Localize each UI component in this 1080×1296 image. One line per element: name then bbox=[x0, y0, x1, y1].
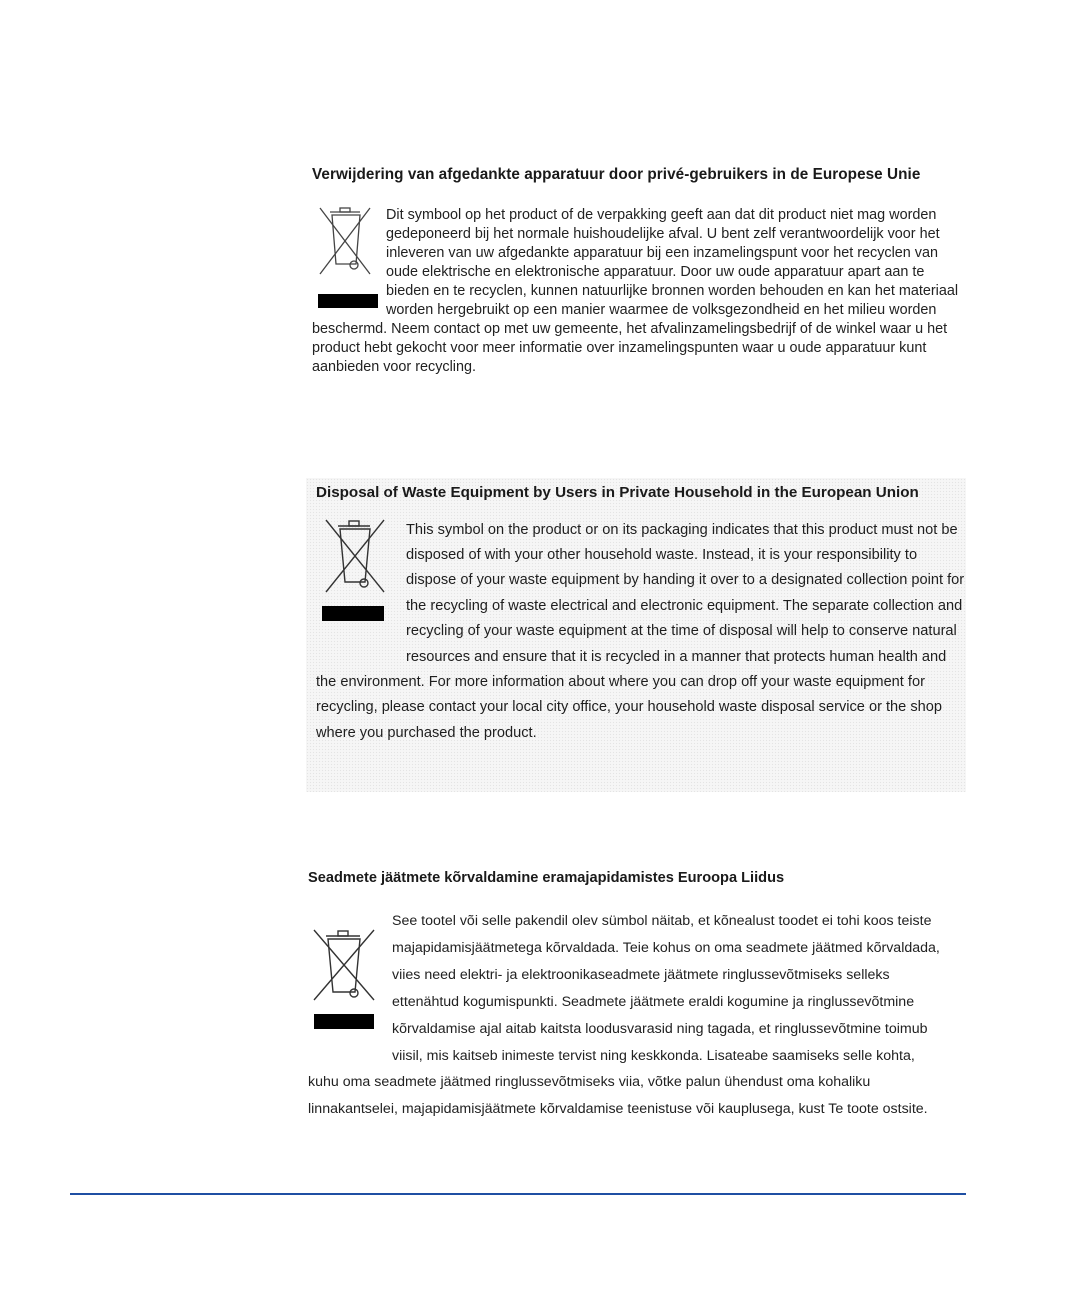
section-body-dutch: Dit symbool op het product of de verpakking geeft aan dat dit product niet mag worden gedeponeerd bij het normale huishoudelijke afval. U bent zelf verantwoordelijk voor het inleveren van uw afgedankte apparatuur bij een inzamelingspunt voor het recyclen van oude elektrische en elektronische apparatuur. Door uw oude apparatuur apart aan te bieden en te recyclen, kunnen natuurlijke bronnen worden behouden en kan het materiaal worden hergebruikt op een manier waarmee de volksgezondheid en het milieu worden beschermd. Neem contact op met uw gemeente, het afvalinzamelingsbedrijf of de winkel waar u het product hebt gekocht voor meer informatie over inzamelingspunten waar u oude apparatuur kunt aanbieden voor recycling. bbox=[312, 207, 959, 375]
section-dutch bbox=[312, 166, 962, 377]
section-title-estonian: Seadmete jäätmete kõrvaldamine eramajapidamistes Euroopa Liidus bbox=[308, 870, 785, 886]
section-body-english: This symbol on the product or on its packaging indicates that this product must not be disposed of with your other household waste. Instead, it is your responsibility to dispose of your waste equipment by handing it over to a designated collection point for the recycling of waste electrical and electronic equipment. The separate collection and recycling of your waste equipment at the time of disposal will help to conserve natural resources and ensure that it is recycled in a manner that protects human health and the environment. For more information about where you can drop off your waste equipment for recycling, please contact your local city office, your household waste disposal service or the shop where you purchased the product. bbox=[316, 521, 965, 741]
footer-rule bbox=[70, 1193, 966, 1195]
section-title-dutch: Verwijdering van afgedankte apparatuur door privé-gebruikers in de Europese Unie bbox=[312, 166, 921, 183]
section-title-english: Disposal of Waste Equipment by Users in Private Household in the European Union bbox=[316, 484, 919, 501]
section-body-estonian: See tootel või selle pakendil olev sümbol näitab, et kõnealust toodet ei tohi koos teiste majapidamisjäätmetega kõrvaldada. Teie kohus on oma seadmete jäätmed kõrvaldada, viies need elektri- ja elektroonikaseadmete jäätmete ringlussevõtmiseks selleks ettenähtud kogumispunkti. Seadmete jäätmete eraldi kogumine ja ringlussevõtmine kõrvaldamise ajal aitab kaitsta loodusvarasid ning tagada, et ringlussevõtmine toimub viisil, mis kaitseb inimeste tervist ning keskkonda. Lisateabe saamiseks selle kohta, kuhu oma seadmete jäätmed ringlussevõtmiseks viia, võtke palun ühendust oma kohaliku linnakantselei, majapidamisjäätmete kõrvaldamise teenistuse või kauplusega, kust Te toote ostsite. bbox=[308, 913, 940, 1118]
section-english bbox=[306, 478, 966, 792]
section-estonian bbox=[308, 870, 948, 1123]
weee-bin-icon bbox=[312, 206, 386, 310]
weee-bin-icon bbox=[308, 908, 392, 1064]
weee-bin-icon bbox=[316, 518, 406, 646]
